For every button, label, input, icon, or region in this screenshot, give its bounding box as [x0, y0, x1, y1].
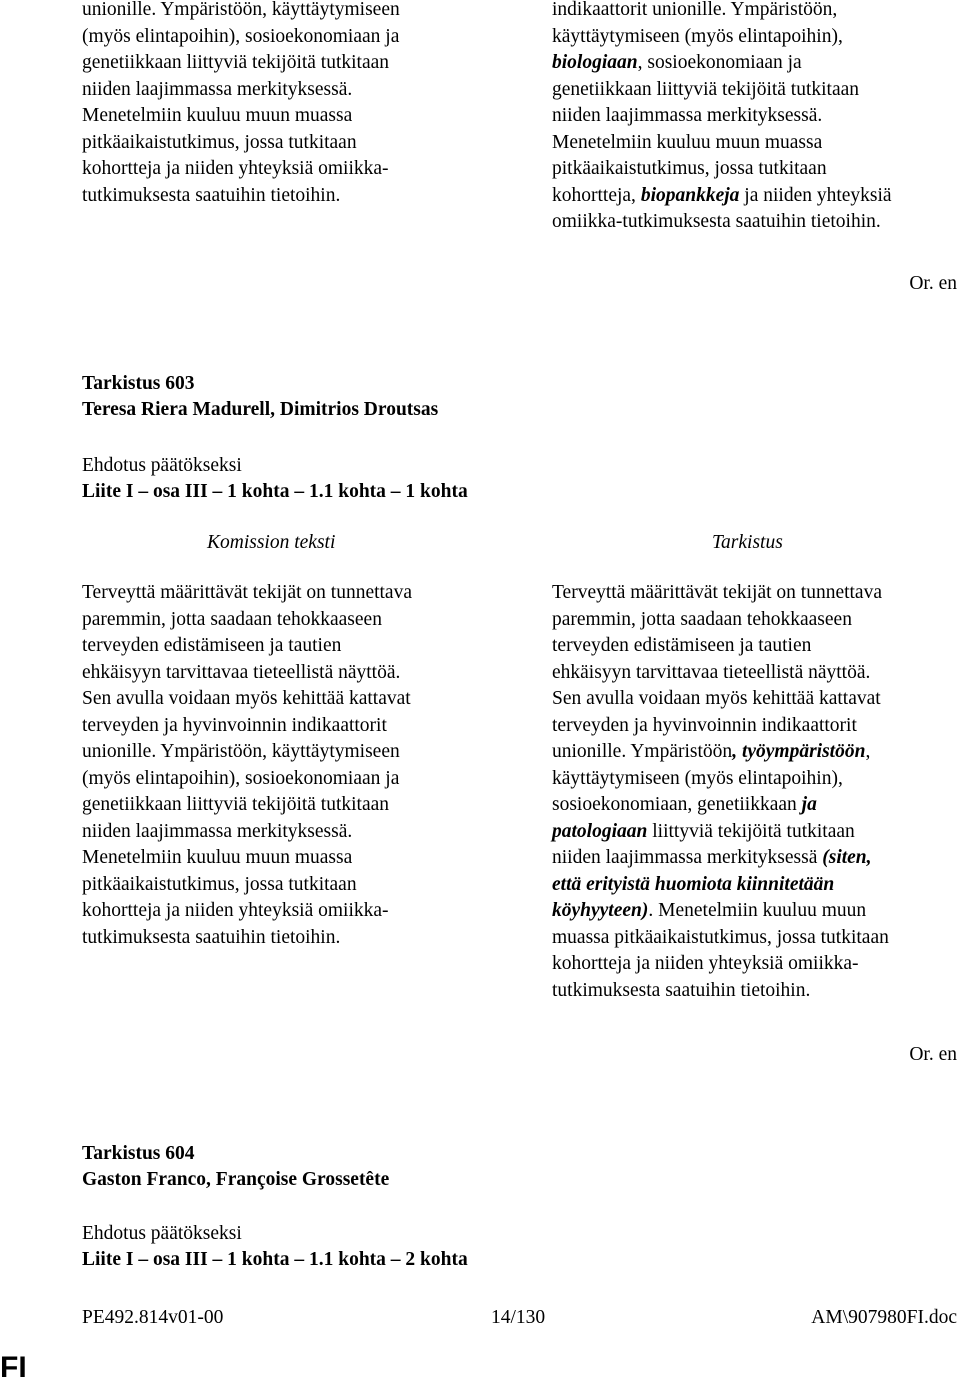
text-line: tutkimuksesta saatuihin tietoihin. [82, 184, 341, 206]
column-header-commission-text: Komission teksti [207, 532, 336, 553]
text-line: terveyden edistämiseen ja tautien [82, 635, 342, 656]
amendment-authors: Gaston Franco, Françoise Grossetête [82, 1169, 390, 1190]
footer-document-reference: PE492.814v01-00 [82, 1307, 224, 1328]
amendment-reference: Liite I – osa III – 1 kohta – 1.1 kohta – 1 kohta [82, 481, 468, 502]
text-line: tutkimuksesta saatuihin tietoihin. [552, 979, 811, 1001]
text-line: terveyden ja hyvinvoinnin indikaattorit [82, 714, 387, 736]
text-line: Sen avulla voidaan myös kehittää kattavat [82, 688, 411, 709]
text-line: pitkäaikaistutkimus, jossa tutkitaan [552, 158, 827, 179]
text-line: käyttäytymiseen (myös elintapoihin), [552, 25, 843, 47]
text-line: sosioekonomiaan, genetiikkaan ja [552, 794, 817, 815]
inserted-text: köyhyyteen) [552, 900, 649, 921]
original-language-note: Or. en [909, 1044, 957, 1065]
amendment-reference: Liite I – osa III – 1 kohta – 1.1 kohta – 2 kohta [82, 1249, 468, 1270]
text-line: tutkimuksesta saatuihin tietoihin. [82, 926, 341, 948]
proposal-label: Ehdotus päätökseksi [82, 455, 242, 476]
text-line: Menetelmiin kuuluu muun muassa [82, 847, 353, 868]
text-line: kohortteja, biopankkeja ja niiden yhteyksiä [552, 184, 892, 206]
text-line: unionille. Ympäristöön, käyttäytymiseen [82, 741, 400, 762]
inserted-text: biopankkeja [640, 184, 740, 206]
text-line: niiden laajimmassa merkityksessä. [552, 105, 823, 126]
text-line: niiden laajimmassa merkityksessä (siten, [552, 847, 872, 868]
text-line: indikaattorit unionille. Ympäristöön, [552, 0, 838, 20]
text-line: unionille. Ympäristöön, käyttäytymiseen [82, 0, 400, 20]
text-line: pitkäaikaistutkimus, jossa tutkitaan [82, 873, 357, 895]
text-line: Menetelmiin kuuluu muun muassa [82, 105, 353, 126]
text-line: kohortteja ja niiden yhteyksiä omiikka- [82, 158, 389, 179]
text-line: genetiikkaan liittyviä tekijöitä tutkitaan [82, 794, 390, 815]
column-header-amendment: Tarkistus [712, 532, 783, 553]
text-line: genetiikkaan liittyviä tekijöitä tutkitaan [82, 52, 390, 73]
amendment-title: Tarkistus 603 [82, 373, 195, 394]
text-line: muassa pitkäaikaistutkimus, jossa tutkitaan [552, 926, 889, 948]
text-line: paremmin, jotta saadaan tehokkaaseen [82, 608, 382, 630]
amendment-text-column [552, 580, 889, 1004]
text-line: terveyden edistämiseen ja tautien [552, 635, 812, 656]
footer-file-name: AM\907980FI.doc [811, 1307, 957, 1328]
text-line: kohortteja ja niiden yhteyksiä omiikka- [552, 953, 859, 974]
text-line: genetiikkaan liittyviä tekijöitä tutkitaan [552, 78, 860, 100]
top-left-column [82, 0, 400, 209]
inserted-text: patologiaan [552, 820, 648, 842]
text-line: niiden laajimmassa merkityksessä. [82, 820, 353, 842]
text-line: terveyden ja hyvinvoinnin indikaattorit [552, 714, 857, 736]
text-line: pitkäaikaistutkimus, jossa tutkitaan [82, 131, 357, 153]
inserted-text: (siten, [817, 847, 872, 868]
inserted-text: biologiaan [552, 52, 638, 73]
text-line: patologiaan liittyviä tekijöitä tutkitaan [552, 820, 855, 842]
proposal-label: Ehdotus päätökseksi [82, 1223, 242, 1244]
text-line: (myös elintapoihin), sosioekonomiaan ja [82, 767, 400, 789]
text-line: paremmin, jotta saadaan tehokkaaseen [552, 608, 852, 630]
top-right-column [552, 0, 892, 236]
inserted-text: että erityistä huomiota kiinnitetään [552, 873, 835, 895]
text-line: omiikka-tutkimuksesta saatuihin tietoihin. [552, 211, 881, 232]
text-line: niiden laajimmassa merkityksessä. [82, 78, 353, 100]
original-language-note: Or. en [909, 273, 957, 294]
amendment-title: Tarkistus 604 [82, 1143, 195, 1164]
amendment-authors: Teresa Riera Madurell, Dimitrios Droutsas [82, 399, 439, 420]
text-line: ehkäisyyn tarvittavaa tieteellistä näyttöä. [552, 661, 871, 683]
text-line: ehkäisyyn tarvittavaa tieteellistä näyttöä. [82, 661, 401, 683]
text-line: käyttäytymiseen (myös elintapoihin), [552, 767, 843, 789]
footer-page-number: 14/130 [491, 1307, 546, 1328]
inserted-text: ja [796, 794, 817, 815]
text-line: unionille. Ympäristöön, työympäristöön, [552, 741, 871, 762]
text-line [552, 872, 889, 899]
text-line: Sen avulla voidaan myös kehittää kattavat [552, 688, 881, 709]
text-line: kohortteja ja niiden yhteyksiä omiikka- [82, 900, 389, 921]
text-line: köyhyyteen). Menetelmiin kuuluu muun [552, 900, 867, 921]
commission-text-column [82, 580, 412, 951]
text-line: biologiaan, sosioekonomiaan ja [552, 52, 802, 73]
text-line: Terveyttä määrittävät tekijät on tunnettava [552, 582, 882, 603]
footer-language-code: FI [0, 1351, 27, 1384]
text-line: Menetelmiin kuuluu muun muassa [552, 131, 823, 153]
text-line: (myös elintapoihin), sosioekonomiaan ja [82, 25, 400, 47]
inserted-text: , työympäristöön [732, 741, 866, 762]
text-line: Terveyttä määrittävät tekijät on tunnettava [82, 582, 412, 603]
